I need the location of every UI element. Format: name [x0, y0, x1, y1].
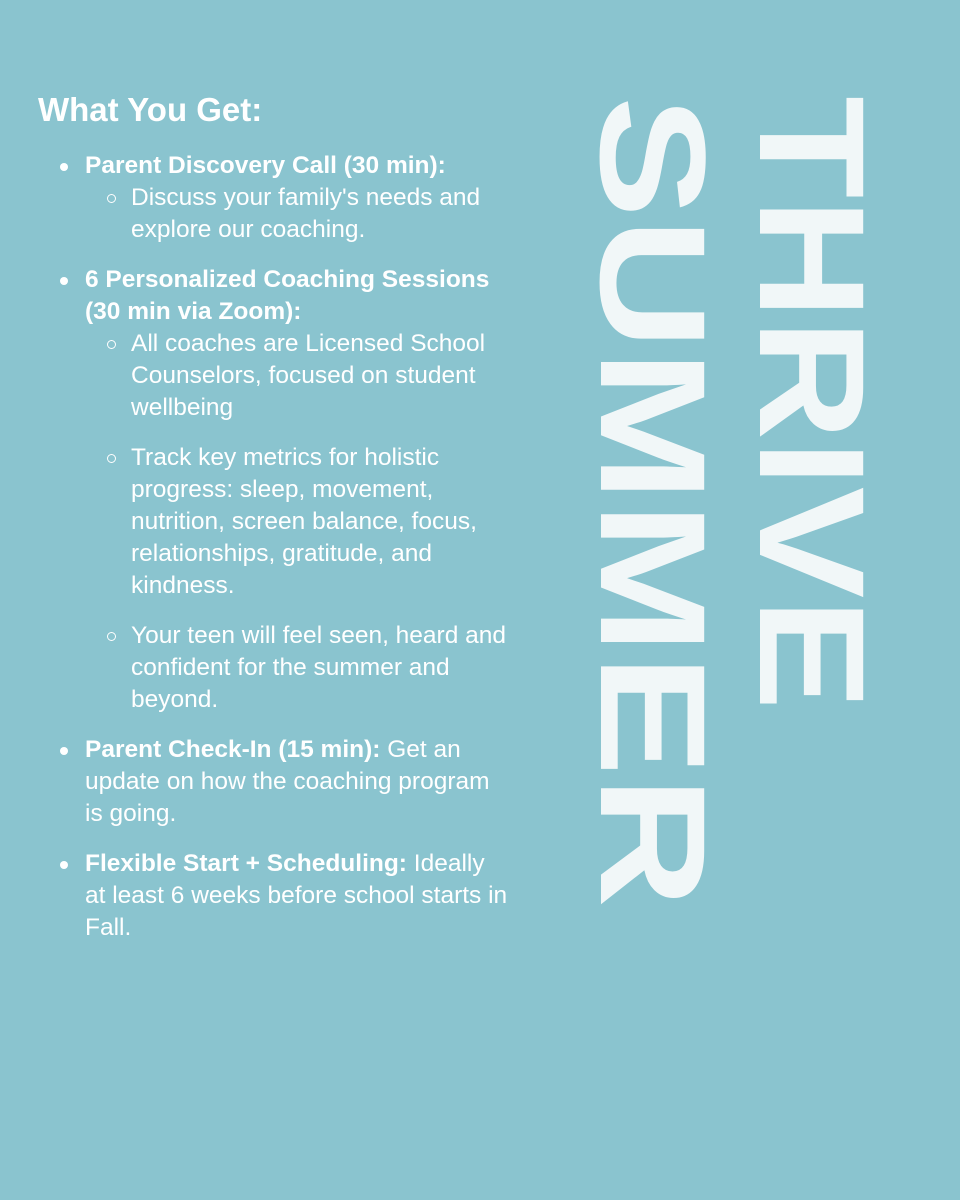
item-description: Ideally at least 6 weeks before school starts in Fall. [85, 850, 508, 942]
list-item [85, 734, 508, 830]
list-item [85, 848, 508, 944]
vertical-title-graphic [569, 96, 896, 908]
title-word-thrive: THRIVE [728, 96, 896, 647]
item-description: Get an update on how the coaching program is going. [85, 736, 490, 828]
sub-list-item: Track key metrics for holistic progress: sleep, movement, nutrition, screen balance, focus, relationships, gratitude, and kindness. [131, 442, 508, 602]
content-column [38, 92, 508, 962]
sub-list-item: Discuss your family's needs and explore our coaching. [131, 182, 508, 246]
section-heading: What You Get: [38, 91, 263, 128]
item-title: Flexible Start + Scheduling: [85, 850, 407, 878]
sub-list-item: Your teen will feel seen, heard and confident for the summer and beyond. [131, 620, 508, 716]
item-title: Parent Check-In (15 min): [85, 736, 381, 764]
list-item [85, 150, 508, 246]
list-item [85, 264, 508, 716]
item-title: 6 Personalized Coaching Sessions (30 min via Zoom): [85, 266, 490, 326]
vertical-title [569, 96, 896, 908]
item-title: Parent Discovery Call (30 min): [85, 152, 446, 180]
sub-list-item: All coaches are Licensed School Counselors, focused on student wellbeing [131, 328, 508, 424]
sub-list [85, 328, 508, 716]
benefits-list [38, 150, 508, 944]
sub-list [85, 182, 508, 246]
title-word-summer: SUMMER [569, 96, 737, 763]
